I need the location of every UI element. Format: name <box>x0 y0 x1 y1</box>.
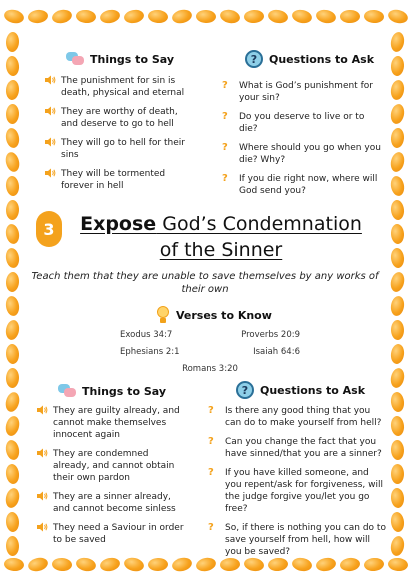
speaker-icon <box>36 405 48 419</box>
jellybean <box>171 556 193 573</box>
question-mark-icon: ? <box>208 436 214 447</box>
list-item <box>222 173 382 197</box>
heading-label: Things to Say <box>90 52 175 66</box>
jellybean <box>390 224 404 245</box>
verses-list <box>120 330 300 374</box>
jellybean <box>75 9 96 24</box>
jellybean <box>123 8 145 24</box>
jellybean <box>389 271 406 294</box>
jellybean <box>171 8 193 25</box>
jellybean <box>390 391 405 412</box>
list-item <box>222 142 382 166</box>
jellybean <box>389 31 405 53</box>
jellybean <box>5 175 20 196</box>
jellybean <box>390 295 406 317</box>
heading-label: Questions to Ask <box>269 52 375 66</box>
jellybean <box>4 151 22 174</box>
jellybean <box>390 343 406 365</box>
list-item-text: They will be tormented forever in hell <box>61 169 166 191</box>
questions-to-ask-list-bottom <box>208 405 386 565</box>
jellybean <box>4 319 20 341</box>
list-item-text: Can you change the fact that you have sinned/that you are a sinner? <box>225 437 382 459</box>
list-item-text: If you die right now, where will God send you? <box>239 174 378 196</box>
title-rest-1: God’s Condemnation <box>156 213 362 235</box>
jellybean <box>5 295 21 317</box>
jellybean <box>3 557 24 572</box>
step-subtitle: Teach them that they are unable to save themselves by any works of their own <box>31 271 379 295</box>
jellybean <box>340 10 360 23</box>
jellybean <box>27 556 50 573</box>
list-item-text: Do you deserve to live or to die? <box>239 112 365 134</box>
question-circle-icon: ? <box>245 50 263 68</box>
speaker-icon <box>44 75 56 89</box>
list-item-text: They are worthy of death, and deserve to go to hell <box>61 107 178 129</box>
list-item <box>44 106 194 130</box>
list-item <box>36 405 186 441</box>
jellybean <box>51 8 73 25</box>
jellybean <box>387 557 408 572</box>
jellybean <box>389 535 405 557</box>
list-item <box>36 522 186 546</box>
jellybean <box>291 8 313 25</box>
jellybean <box>196 10 216 24</box>
chat-bubbles-icon <box>58 384 76 398</box>
jellybean <box>147 9 168 24</box>
jellybean <box>6 368 20 388</box>
question-mark-icon: ? <box>222 111 228 122</box>
list-item-text: They are condemned already, and cannot obtain their own pardon <box>53 449 175 483</box>
questions-to-ask-list-top <box>222 80 382 204</box>
list-item-text: They need a Saviour in order to be saved <box>53 523 184 545</box>
speaker-icon <box>36 522 48 536</box>
jellybean <box>389 175 406 197</box>
jellybean <box>391 320 404 340</box>
jellybean <box>4 487 21 509</box>
verse-ref: Proverbs 20:9 <box>241 330 300 340</box>
jellybean <box>5 272 19 293</box>
list-item <box>44 137 194 161</box>
jellybean <box>390 415 405 436</box>
jellybean <box>390 79 406 101</box>
jellybean <box>387 8 410 25</box>
jellybean <box>390 127 405 148</box>
list-item-text: Where should you go when you die? Why? <box>239 143 381 165</box>
heading-label: Verses to Know <box>176 308 272 322</box>
verse-ref: Romans 3:20 <box>182 364 238 374</box>
speaker-icon <box>44 168 56 182</box>
list-item-text: If you have killed someone, and you repent/ask for forgiveness, will the judge forgive you/let you go free? <box>225 468 383 514</box>
speaker-icon <box>44 137 56 151</box>
list-item <box>208 436 386 460</box>
list-item <box>36 448 186 484</box>
jellybean <box>123 556 145 573</box>
jellybean <box>4 439 21 461</box>
jellybean <box>52 557 73 571</box>
list-item <box>36 491 186 515</box>
list-item-text: Is there any good thing that you can do to make yourself from hell? <box>225 406 382 428</box>
jellybean <box>5 79 20 100</box>
question-mark-icon: ? <box>222 80 228 91</box>
things-to-say-heading-bottom <box>58 384 166 398</box>
jellybean <box>219 8 241 25</box>
jellybean <box>315 8 337 25</box>
title-bold: Expose <box>80 213 157 235</box>
things-to-say-list-top <box>44 75 194 199</box>
list-item <box>208 405 386 429</box>
speaker-icon <box>36 491 48 505</box>
jellybean <box>391 464 404 484</box>
jellybean <box>99 556 121 573</box>
jellybean <box>389 103 406 125</box>
question-mark-icon: ? <box>222 142 228 153</box>
jellybean <box>6 536 20 556</box>
list-item-text: What is God’s punishment for your sin? <box>239 81 373 103</box>
jellybean <box>390 56 404 77</box>
jellybean <box>390 440 404 461</box>
jellybean <box>390 247 405 268</box>
speaker-icon <box>44 106 56 120</box>
jellybean <box>5 463 20 484</box>
verse-ref: Isaiah 64:6 <box>253 347 300 357</box>
question-mark-icon: ? <box>222 173 228 184</box>
step-title <box>66 211 376 263</box>
speaker-icon <box>36 448 48 462</box>
things-to-say-heading-top <box>66 52 174 66</box>
jellybean <box>5 55 20 76</box>
list-item-text: The punishment for sin is death, physical and eternal <box>61 76 185 98</box>
list-item <box>44 75 194 99</box>
things-to-say-list-bottom <box>36 405 186 553</box>
jellybean <box>244 9 265 23</box>
list-item-text: They are guilty already, and cannot make themselves innocent again <box>53 406 180 440</box>
jellybean <box>390 511 405 532</box>
jellybean <box>4 415 21 438</box>
jellybean <box>5 247 21 269</box>
verse-ref: Exodus 34:7 <box>120 330 173 340</box>
verses-heading <box>156 306 272 324</box>
jellybean <box>27 9 48 24</box>
step-number-badge: 3 <box>36 211 62 247</box>
jellybean <box>4 127 20 149</box>
jellybean <box>75 556 97 573</box>
question-mark-icon: ? <box>208 405 214 416</box>
list-item <box>208 467 386 515</box>
questions-to-ask-heading-top <box>245 50 374 68</box>
list-item <box>222 80 382 104</box>
question-mark-icon: ? <box>208 522 214 533</box>
list-item-text: So, if there is nothing you can do to save yourself from hell, how will you be saved? <box>225 523 386 557</box>
jellybean <box>148 558 168 572</box>
heading-label: Things to Say <box>82 384 167 398</box>
questions-to-ask-heading-bottom <box>236 381 365 399</box>
jellybean <box>267 8 289 24</box>
list-item-text: They will go to hell for their sins <box>61 138 185 160</box>
jellybean <box>389 367 406 389</box>
jellybean <box>5 32 19 53</box>
list-item <box>222 111 382 135</box>
jellybean <box>6 200 20 220</box>
question-mark-icon: ? <box>208 467 214 478</box>
jellybean <box>5 512 19 533</box>
question-circle-icon: ? <box>236 381 254 399</box>
jellybean <box>99 8 121 25</box>
jellybean <box>4 391 22 414</box>
list-item <box>44 168 194 192</box>
list-item-text: They are a sinner already, and cannot become sinless <box>53 492 176 514</box>
jellybean <box>3 8 25 25</box>
list-item <box>208 522 386 558</box>
title-rest-2: of the Sinner <box>159 239 283 261</box>
jellybean <box>390 199 405 220</box>
verse-ref: Ephesians 2:1 <box>120 347 180 357</box>
lightbulb-icon <box>156 306 170 324</box>
chat-bubbles-icon <box>66 52 84 66</box>
jellybean <box>390 487 405 508</box>
jellybean <box>6 104 20 124</box>
jellybean <box>5 344 19 365</box>
jellybean <box>389 151 406 173</box>
heading-label: Questions to Ask <box>260 383 366 397</box>
jellybean <box>4 223 20 245</box>
jellybean <box>364 9 385 23</box>
